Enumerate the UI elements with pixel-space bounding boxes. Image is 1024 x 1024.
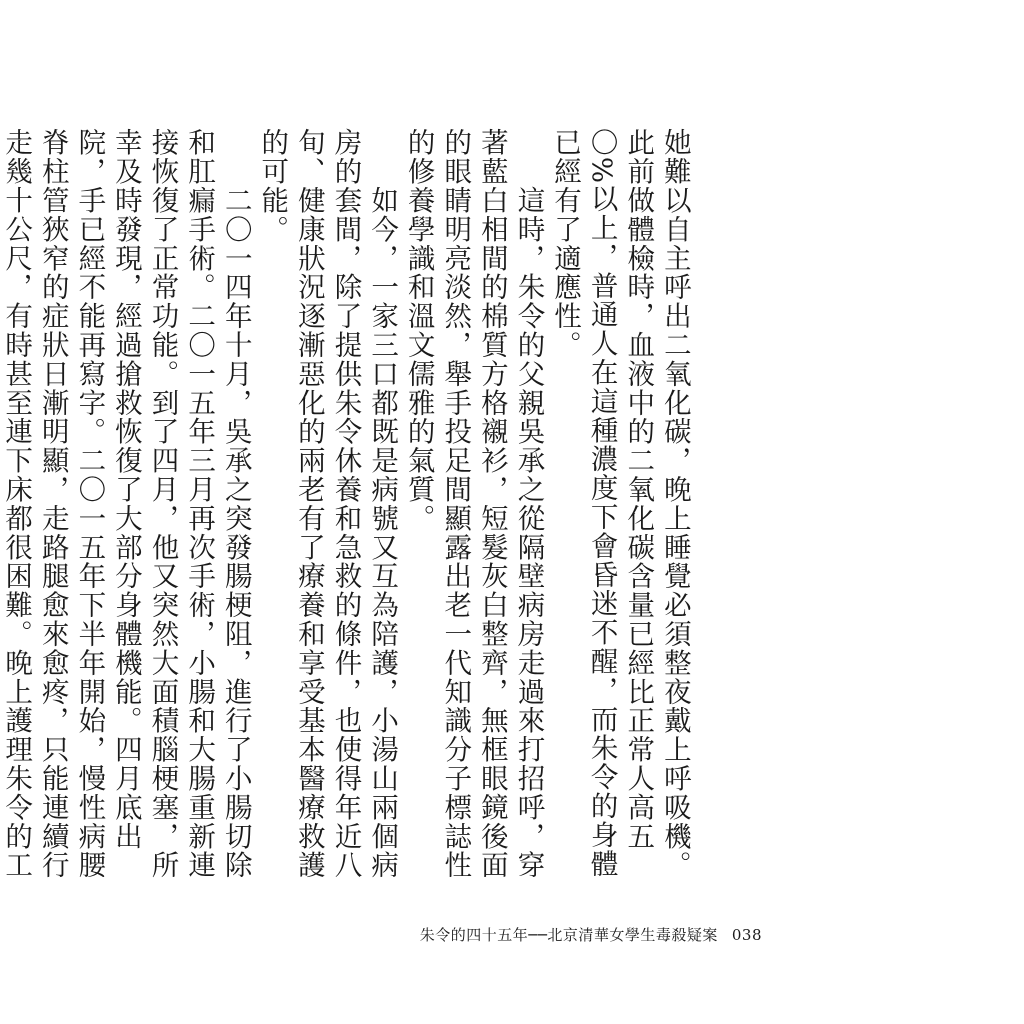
- page-number: 038: [731, 926, 762, 944]
- paragraph-1: 她難以自主呼出二氧化碳，晚上睡覺必須整夜戴上呼吸機。此前做體檢時，血液中的二氧化碳含量已經比正常人高五〇%以上，普通人在這種濃度下會昏迷不醒，而朱令的身體已經有了適應性。: [549, 128, 691, 880]
- body-text: [0, 128, 766, 888]
- paragraph-3: 如今，一家三口都既是病號又互為陪護，小湯山兩個病房的套間，除了提供朱令休養和急救的條件，也使得年近八旬、健康狀況逐漸惡化的兩老有了療養和享受基本醫療救護的可能。: [256, 128, 399, 880]
- running-title: 朱令的四十五年──北京清華女學生毒殺疑案: [419, 926, 718, 944]
- paragraph-4: 二〇一四年十月，吳承之突發腸梗阻，進行了小腸切除和肛瘺手術。二〇一五年三月再次手術，小腸和大腸重新連接恢復了正常功能。到了四月，他又突然大面積腦梗塞，所幸及時發現，經過搶救恢復了大部分身體機能。四月底出院，手已經不能再寫字。二〇一五年下半年開始，慢性病腰脊柱管狹窄的症狀日漸明顯，走路腿愈來愈疼，只能連續行走幾十公尺，有時甚至連下床都很困難。晚上護理朱令的工: [0, 128, 252, 880]
- paragraph-2: 這時，朱令的父親吳承之從隔壁病房走過來打招呼，穿著藍白相間的棉質方格襯衫，短髮灰白整齊，無框眼鏡後面的眼睛明亮淡然，舉手投足間顯露出老一代知識分子標誌性的修養學識和溫文儒雅的氣質。: [402, 128, 545, 880]
- page-footer: [420, 924, 762, 945]
